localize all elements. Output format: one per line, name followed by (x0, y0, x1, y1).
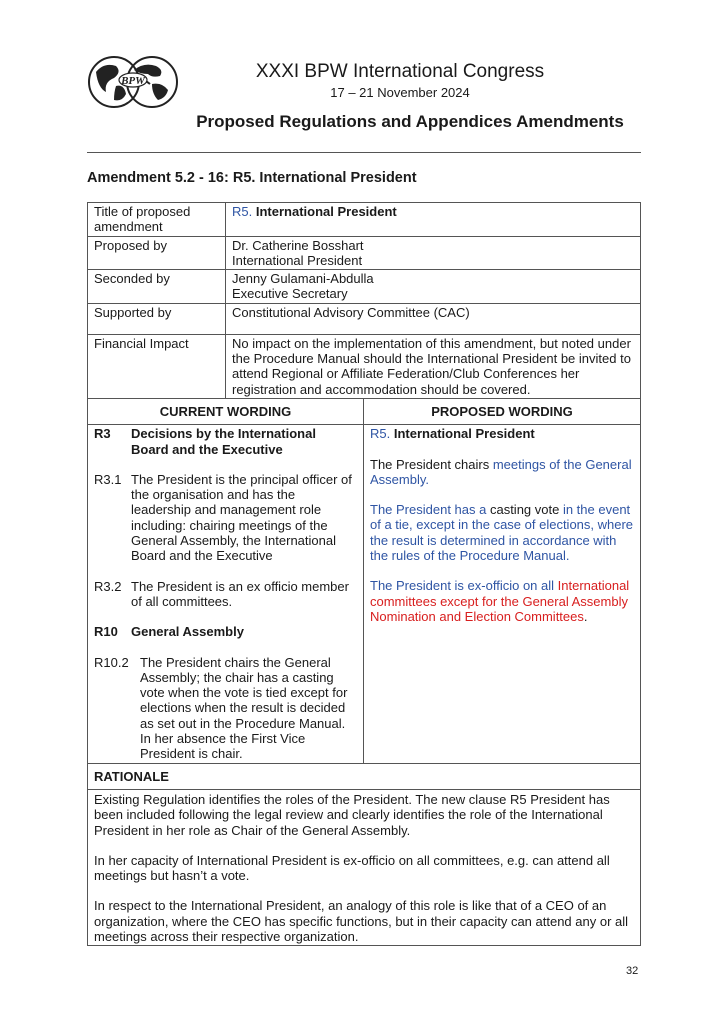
proposer-role: International President (232, 252, 363, 268)
rationale-heading: RATIONALE (88, 763, 641, 789)
clause-r3 (94, 426, 357, 457)
title-text: International President (255, 204, 397, 219)
proposed-paragraph-2 (370, 502, 634, 563)
bpw-logo (86, 54, 186, 110)
title-row (88, 203, 641, 237)
seconder-name: Jenny Gulamani-Abdulla (232, 271, 374, 287)
clause-r3-2 (94, 579, 357, 610)
clause-title: Decisions by the International Board and the Executive (131, 426, 316, 457)
wording-content-row (88, 425, 641, 763)
clause-number: R10 (94, 624, 118, 640)
rationale-paragraph: In respect to the International President, an analogy of this role is like that of a CEO of an organization, where the CEO has specific functions, but in their capacity can attend any or all meetings across their respective organization. (94, 898, 629, 944)
clause-number: R3.1 (94, 471, 122, 487)
proposed-heading-text: International President (393, 426, 535, 442)
proposed-heading (370, 426, 634, 441)
seconder-role: Executive Secretary (232, 286, 348, 302)
logo-text: BPW (121, 75, 145, 87)
clause-r3-1 (94, 472, 357, 564)
page-number: 32 (626, 965, 639, 977)
clause-r10 (94, 624, 357, 639)
rationale-paragraph: Existing Regulation identifies the roles of the President. The new clause R5 President has been included following the legal review and clearly identifies the role of the International President in her role as Chair of the General Assembly. (94, 791, 610, 838)
financial-impact-row (88, 334, 641, 398)
seconded-by-value (226, 270, 641, 304)
document-subtitle: Proposed Regulations and Appendices Amendments (196, 112, 624, 131)
title-value (226, 203, 641, 237)
supported-by-row (88, 303, 641, 334)
financial-impact-label: Financial Impact (88, 334, 226, 398)
text-run: casting vote (489, 502, 560, 518)
clause-title: General Assembly (131, 624, 244, 640)
clause-number: R3.2 (94, 578, 122, 594)
text-run: The President chairs (370, 456, 493, 472)
text-run-red: International committees (370, 578, 630, 609)
clause-number: R3 (94, 426, 111, 442)
clause-text: The President is the principal officer of the organisation and has the leadership and management role including: chairing meetings of the General Assembly, the International Board and the Executive (131, 471, 352, 564)
proposed-wording-header: PROPOSED WORDING (364, 398, 641, 424)
supported-by-label: Supported by (88, 303, 226, 334)
congress-title: XXXI BPW International Congress (255, 61, 545, 82)
proposed-by-label: Proposed by (88, 236, 226, 270)
clause-text: The President chairs the General Assembly; the chair has a casting vote when the vote is tied except for elections when the result is decided as set out in the Procedure Manual. In her absence the First Vice President is chair. (140, 654, 348, 762)
proposed-paragraph-3 (370, 578, 634, 624)
financial-impact-value: No impact on the implementation of this amendment, but noted under the Procedure Manual should the International President be invited to attend Regional or Affiliate Federation/Club Conferences her registration and accommodation should be covered. (226, 334, 641, 398)
clause-number: R10.2 (94, 654, 129, 670)
title-label: Title of proposed amendment (88, 203, 226, 237)
globe-logo-icon (86, 54, 186, 110)
amendment-heading: Amendment 5.2 - 16: R5. International President (87, 170, 417, 186)
seconded-by-row (88, 270, 641, 304)
rationale-content (88, 789, 641, 945)
text-run-blue: meetings of the General Assembly. (370, 456, 632, 487)
rationale-content-row (88, 789, 641, 945)
current-wording-cell (88, 425, 364, 763)
title-prefix: R5. (232, 204, 253, 219)
current-wording-header: CURRENT WORDING (88, 398, 364, 424)
text-run-blue: The President is ex-officio on all (370, 578, 558, 594)
text-run: . (583, 608, 588, 624)
rationale-paragraph: In her capacity of International President is ex-officio on all committees, e.g. can attend all meetings but hasn’t a vote. (94, 852, 610, 884)
text-run-blue: in the event of a tie, except in the case of elections, where the result is determined in accordance with the rules of the Procedure Manual. (370, 502, 634, 564)
wording-header-row (88, 398, 641, 424)
congress-dates: 17 – 21 November 2024 (330, 85, 470, 100)
proposer-name: Dr. Catherine Bosshart (232, 237, 364, 253)
amendment-table (87, 202, 641, 946)
proposed-wording-cell (364, 425, 641, 763)
text-run-blue: The President has a (370, 502, 490, 518)
supported-by-value: Constitutional Advisory Committee (CAC) (226, 303, 641, 334)
text-run-red: except for the General Assembly Nomination and Election Committees (370, 593, 628, 624)
clause-text: The President is an ex officio member of all committees. (131, 578, 349, 609)
proposed-by-value (226, 236, 641, 270)
proposed-paragraph-1 (370, 457, 634, 488)
header-divider (87, 152, 641, 153)
seconded-by-label: Seconded by (88, 270, 226, 304)
proposed-by-row (88, 236, 641, 270)
rationale-header-row (88, 763, 641, 789)
proposed-heading-prefix: R5. (370, 426, 391, 442)
clause-r10-2 (94, 655, 357, 762)
